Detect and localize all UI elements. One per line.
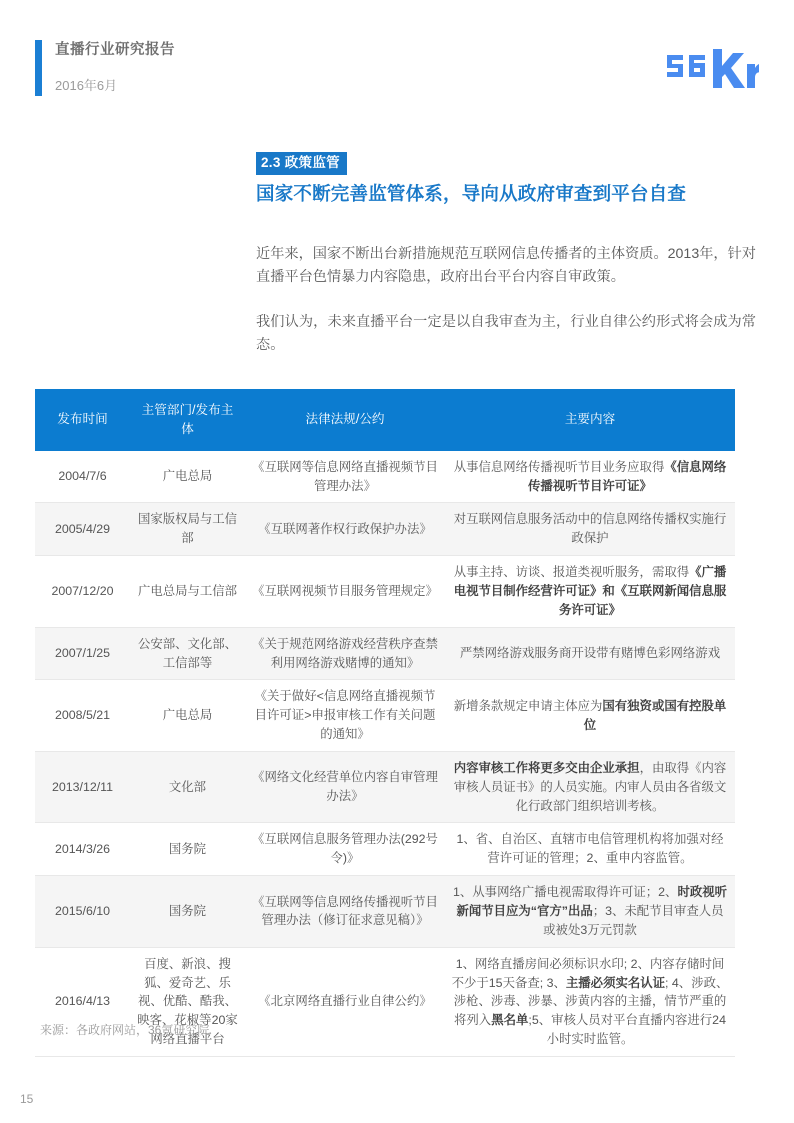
report-title: 直播行业研究报告 xyxy=(55,42,175,58)
cell-org: 广电总局 xyxy=(130,451,245,503)
cell-main-content xyxy=(445,556,735,628)
cell-date: 2005/4/29 xyxy=(35,503,130,556)
body-paragraph-2: 我们认为，未来直播平台一定是以自我审查为主，行业自律公约形式将会成为常态。 xyxy=(256,314,756,353)
cell-main-content xyxy=(445,876,735,948)
page-header xyxy=(35,40,759,102)
cell-law: 《互联网等信息网络直播视频节目管理办法》 xyxy=(245,451,445,503)
cell-law: 《关于规范网络游戏经营秩序查禁利用网络游戏赌博的通知》 xyxy=(245,627,445,680)
cell-main-content xyxy=(445,451,735,503)
cell-main-text: ; 4、涉政、涉枪、涉毒、涉暴、涉黄内容的主播，情节严重的将列入 xyxy=(453,975,729,1028)
cell-main-text: ;5、审核人员对平台直播内容进行24小时实时监管。 xyxy=(528,1013,726,1047)
cell-main-text: 对互联网信息服务活动中的信息网络传播权实施行政保护 xyxy=(453,512,727,546)
table-header-row xyxy=(35,389,735,451)
cell-date: 2007/12/20 xyxy=(35,556,130,628)
table-row xyxy=(35,627,735,680)
cell-main-content xyxy=(445,823,735,876)
cell-main-emphasis: 内容审核工作将更多交由企业承担 xyxy=(453,760,640,775)
cell-law: 《网络文化经营单位内容自审管理办法》 xyxy=(245,751,445,823)
table-row xyxy=(35,947,735,1056)
cell-date: 2016/4/13 xyxy=(35,947,130,1056)
cell-date: 2008/5/21 xyxy=(35,680,130,752)
column-header-law: 法律法规/公约 xyxy=(245,389,445,451)
cell-main-text: 1、从事网络广播电视需取得许可证；2、 xyxy=(453,885,678,900)
table-row xyxy=(35,680,735,752)
cell-main-content xyxy=(445,680,735,752)
cell-law: 《互联网视频节目服务管理规定》 xyxy=(245,556,445,628)
table-row xyxy=(35,556,735,628)
cell-main-text: 1、省、自治区、直辖市电信管理机构将加强对经营许可证的管理；2、重申内容监管。 xyxy=(456,832,724,866)
logo-36kr-icon xyxy=(663,47,759,95)
header-accent-bar xyxy=(35,40,42,96)
cell-law: 《互联网等信息网络传播视听节目管理办法（修订征求意见稿）》 xyxy=(245,876,445,948)
cell-date: 2013/12/11 xyxy=(35,751,130,823)
cell-org: 广电总局 xyxy=(130,680,245,752)
cell-main-emphasis: 《信息网络传播视听节目许可证》 xyxy=(528,459,727,493)
cell-main-text: ；3、未配节目审查人员或被处3万元罚款 xyxy=(543,903,724,937)
body-copy xyxy=(256,243,756,357)
cell-main-text: ，由取得《内容审核人员证书》的人员实施。内审人员由各省级文化行政部门组织培训考核。 xyxy=(453,760,727,813)
table-header xyxy=(35,389,735,451)
cell-org: 百度、新浪、搜狐、爱奇艺、乐视、优酷、酷我、映客、花椒等20家网络直播平台 xyxy=(130,947,245,1056)
cell-main-text: 1、网络直播房间必须标识水印; 2、内容存储时间不少于15天备查; 3、 xyxy=(451,956,725,990)
cell-date: 2007/1/25 xyxy=(35,627,130,680)
cell-main-content xyxy=(445,947,735,1056)
cell-main-content xyxy=(445,627,735,680)
header-text-group xyxy=(55,40,175,96)
cell-date: 2014/3/26 xyxy=(35,823,130,876)
page-number: 15 xyxy=(20,1092,34,1106)
brand-logo-36kr xyxy=(663,42,759,100)
cell-org: 公安部、文化部、工信部等 xyxy=(130,627,245,680)
cell-main-emphasis: 时政视听新闻节目应为“官方”出品 xyxy=(456,885,727,918)
cell-law: 《关于做好<信息网络直播视频节目许可证>申报审核工作有关问题的通知》 xyxy=(245,680,445,752)
column-header-main: 主要内容 xyxy=(445,389,735,451)
column-header-org: 主管部门/发布主体 xyxy=(130,389,245,451)
section-badge: 2.3 政策监管 xyxy=(256,152,347,175)
header-title-block xyxy=(35,40,759,96)
cell-main-text: 严禁网络游戏服务商开设带有赌博色彩网络游戏 xyxy=(459,646,721,661)
policy-regulation-table xyxy=(35,389,735,1057)
cell-main-emphasis: 《广播电视节目制作经营许可证》和《互联网新闻信息服务许可证》 xyxy=(453,565,727,617)
cell-main-text: 从事信息网络传播视听节目业务应取得 xyxy=(453,459,665,474)
report-date: 2016年6月 xyxy=(55,78,118,93)
body-paragraph-1: 近年来，国家不断出台新措施规范互联网信息传播者的主体资质。2013年，针对直播平台色情暴力内容隐患，政府出台平台内容自审政策。 xyxy=(256,246,756,285)
table-row xyxy=(35,451,735,503)
cell-main-emphasis: 黑名单 xyxy=(491,1013,529,1028)
section-headline: 国家不断完善监管体系，导向从政府审查到平台自查 xyxy=(256,182,687,204)
cell-main-content xyxy=(445,751,735,823)
column-header-date: 发布时间 xyxy=(35,389,130,451)
table-body xyxy=(35,451,735,1057)
cell-org: 广电总局与工信部 xyxy=(130,556,245,628)
source-note: 来源：各政府网站，36氪研究院 xyxy=(40,1023,210,1037)
cell-main-emphasis: 国有独资或国有控股单位 xyxy=(583,698,727,732)
cell-org: 国家版权局与工信部 xyxy=(130,503,245,556)
table-row xyxy=(35,876,735,948)
cell-law: 《互联网信息服务管理办法(292号令)》 xyxy=(245,823,445,876)
cell-main-text: 新增条款规定申请主体应为 xyxy=(453,698,603,713)
cell-main-emphasis: 主播必须实名认证 xyxy=(565,975,666,990)
cell-org: 文化部 xyxy=(130,751,245,823)
table-row xyxy=(35,823,735,876)
table-row xyxy=(35,751,735,823)
cell-date: 2004/7/6 xyxy=(35,451,130,503)
section-heading-block xyxy=(256,152,756,205)
cell-org: 国务院 xyxy=(130,876,245,948)
cell-org: 国务院 xyxy=(130,823,245,876)
cell-main-content xyxy=(445,503,735,556)
cell-date: 2015/6/10 xyxy=(35,876,130,948)
cell-law: 《互联网著作权行政保护办法》 xyxy=(245,503,445,556)
cell-law: 《北京网络直播行业自律公约》 xyxy=(245,947,445,1056)
cell-main-text: 从事主持、访谈、报道类视听服务，需取得 xyxy=(453,565,690,580)
table-row xyxy=(35,503,735,556)
